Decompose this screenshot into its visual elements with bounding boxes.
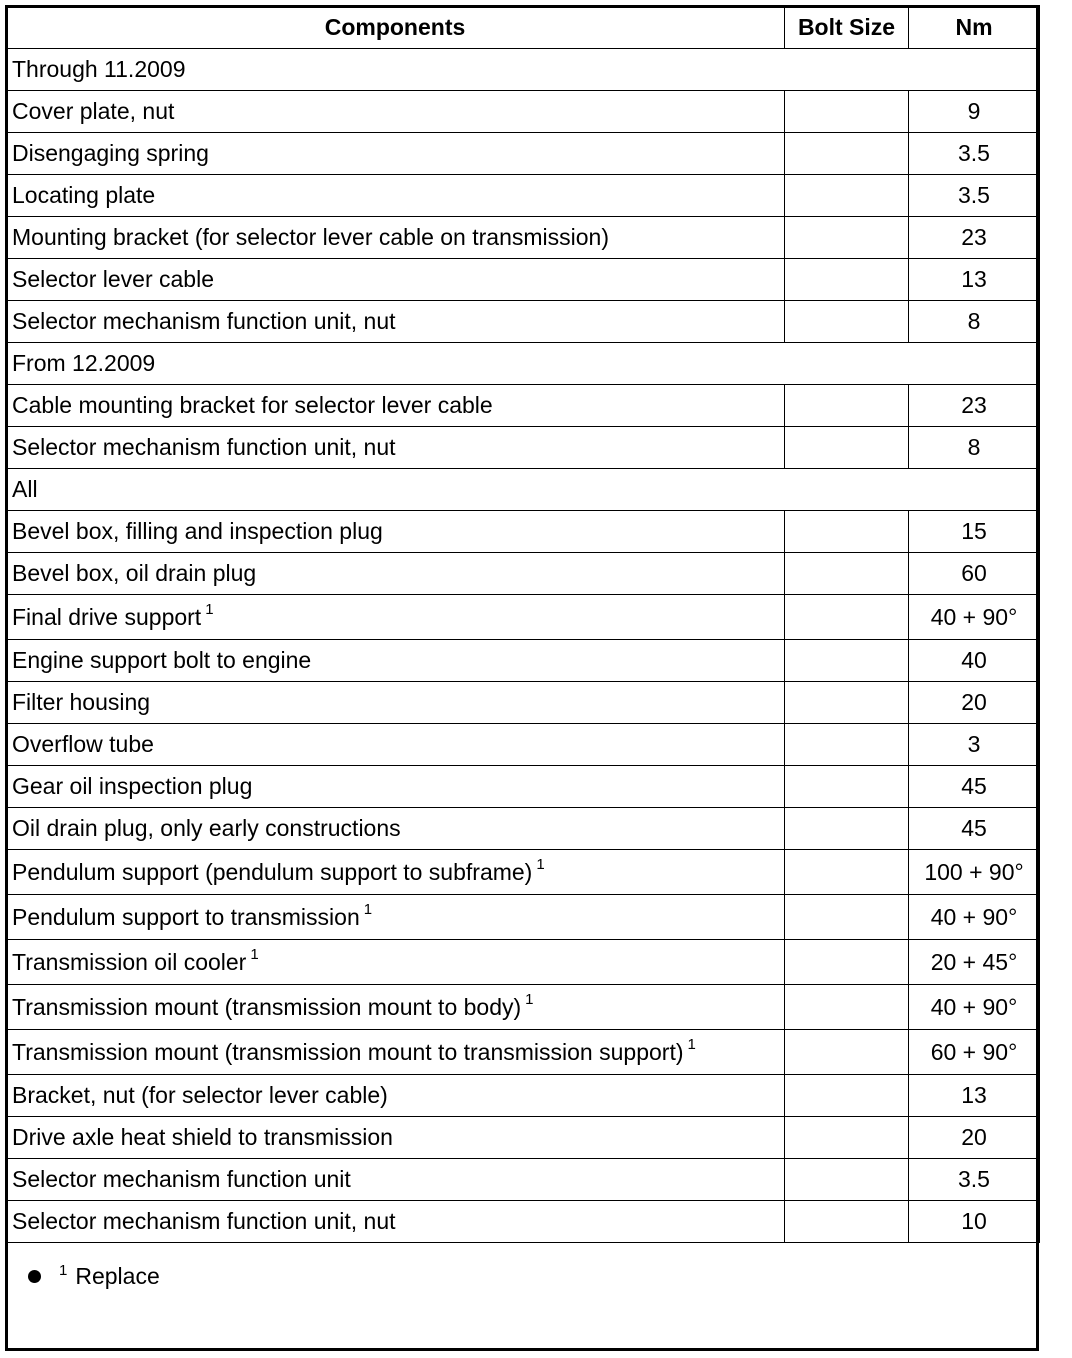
- component-name: Overflow tube: [12, 731, 154, 757]
- bolt-size-cell: [785, 259, 909, 301]
- bolt-size-cell: [785, 640, 909, 682]
- section-label: From 12.2009: [6, 343, 1040, 385]
- table-row: [6, 91, 1040, 133]
- bolt-size-cell: [785, 175, 909, 217]
- component-name: Transmission mount (transmission mount to body): [12, 993, 522, 1020]
- torque-cell: 45: [909, 766, 1040, 808]
- component-cell: [6, 1117, 785, 1159]
- bolt-size-cell: [785, 511, 909, 553]
- component-cell: [6, 385, 785, 427]
- component-cell: [6, 1159, 785, 1201]
- footnote-text: Replace: [75, 1263, 160, 1289]
- component-name: Cover plate, nut: [12, 98, 175, 124]
- torque-cell: 40: [909, 640, 1040, 682]
- component-name: Filter housing: [12, 689, 151, 715]
- component-name: Selector mechanism function unit, nut: [12, 308, 396, 334]
- torque-cell: 23: [909, 385, 1040, 427]
- bolt-size-cell: [785, 301, 909, 343]
- torque-cell: 15: [909, 511, 1040, 553]
- bolt-size-cell: [785, 895, 909, 940]
- torque-cell: 20 + 45°: [909, 940, 1040, 985]
- bolt-size-cell: [785, 724, 909, 766]
- torque-cell: 100 + 90°: [909, 850, 1040, 895]
- torque-cell: 20: [909, 682, 1040, 724]
- component-cell: [6, 724, 785, 766]
- table-header-row: [6, 6, 1040, 49]
- component-cell: [6, 1075, 785, 1117]
- header-nm: Nm: [909, 6, 1040, 49]
- table-row: [6, 427, 1040, 469]
- component-name: Gear oil inspection plug: [12, 773, 253, 799]
- torque-cell: 8: [909, 427, 1040, 469]
- bolt-size-cell: [785, 553, 909, 595]
- section-label: Through 11.2009: [6, 49, 1040, 91]
- component-cell: [6, 133, 785, 175]
- component-name: Bevel box, filling and inspection plug: [12, 518, 383, 544]
- torque-spec-table: [5, 5, 1040, 1243]
- table-row: [6, 940, 1040, 985]
- bolt-size-cell: [785, 595, 909, 640]
- torque-cell: 10: [909, 1201, 1040, 1243]
- bolt-size-cell: [785, 1117, 909, 1159]
- component-name: Pendulum support (pendulum support to subframe): [12, 858, 533, 885]
- bolt-size-cell: [785, 1159, 909, 1201]
- footnote-ref: 1: [536, 855, 545, 873]
- component-name: Mounting bracket (for selector lever cable on transmission): [12, 224, 609, 250]
- component-cell: [6, 595, 785, 640]
- component-cell: [6, 217, 785, 259]
- component-cell: [6, 511, 785, 553]
- section-row: [6, 49, 1040, 91]
- torque-cell: 3.5: [909, 1159, 1040, 1201]
- footnote-ref: 1: [363, 900, 373, 918]
- component-name: Disengaging spring: [12, 140, 209, 166]
- table-row: [6, 1030, 1040, 1075]
- torque-cell: 60 + 90°: [909, 1030, 1040, 1075]
- table-row: [6, 808, 1040, 850]
- component-cell: [6, 940, 785, 985]
- component-cell: [6, 175, 785, 217]
- component-name: Selector lever cable: [12, 266, 214, 292]
- header-components: Components: [6, 6, 785, 49]
- bolt-size-cell: [785, 133, 909, 175]
- footnote-ref: 1: [250, 945, 259, 963]
- component-name: Cable mounting bracket for selector lever cable: [12, 392, 493, 418]
- component-name: Transmission mount (transmission mount to transmission support): [12, 1038, 684, 1065]
- component-cell: [6, 553, 785, 595]
- section-row: [6, 469, 1040, 511]
- section-row: [6, 343, 1040, 385]
- component-name: Selector mechanism function unit, nut: [12, 1208, 396, 1234]
- torque-cell: 8: [909, 301, 1040, 343]
- section-label: All: [6, 469, 1040, 511]
- component-cell: [6, 259, 785, 301]
- component-cell: [6, 895, 785, 940]
- table-row: [6, 724, 1040, 766]
- component-name: Bracket, nut (for selector lever cable): [12, 1082, 388, 1108]
- component-cell: [6, 766, 785, 808]
- component-cell: [6, 640, 785, 682]
- table-row: [6, 895, 1040, 940]
- bolt-size-cell: [785, 1201, 909, 1243]
- table-row: [6, 1201, 1040, 1243]
- bolt-size-cell: [785, 850, 909, 895]
- component-cell: [6, 850, 785, 895]
- torque-cell: 13: [909, 259, 1040, 301]
- table-row: [6, 385, 1040, 427]
- component-name: Bevel box, oil drain plug: [12, 560, 257, 586]
- table-row: [6, 766, 1040, 808]
- footnote-ref: 1: [205, 600, 214, 618]
- footnote-ref: 1: [525, 990, 534, 1008]
- table-row: [6, 1159, 1040, 1201]
- torque-cell: 20: [909, 1117, 1040, 1159]
- bolt-size-cell: [785, 682, 909, 724]
- table-row: [6, 640, 1040, 682]
- table-row: [6, 850, 1040, 895]
- torque-cell: 13: [909, 1075, 1040, 1117]
- torque-cell: 9: [909, 91, 1040, 133]
- torque-cell: 45: [909, 808, 1040, 850]
- torque-cell: 23: [909, 217, 1040, 259]
- table-row: [6, 217, 1040, 259]
- bolt-size-cell: [785, 808, 909, 850]
- table-row: [6, 1117, 1040, 1159]
- table-row: [6, 301, 1040, 343]
- bolt-size-cell: [785, 217, 909, 259]
- torque-cell: 3.5: [909, 175, 1040, 217]
- torque-cell: 40 + 90°: [909, 895, 1040, 940]
- header-bolt-size: Bolt Size: [785, 6, 909, 49]
- table-row: [6, 1075, 1040, 1117]
- bolt-size-cell: [785, 1030, 909, 1075]
- bolt-size-cell: [785, 940, 909, 985]
- component-name: Selector mechanism function unit, nut: [12, 434, 396, 460]
- component-cell: [6, 1030, 785, 1075]
- footnote-marker: 1: [59, 1262, 68, 1279]
- bolt-size-cell: [785, 766, 909, 808]
- table-row: [6, 175, 1040, 217]
- component-name: Locating plate: [12, 182, 156, 208]
- component-name: Drive axle heat shield to transmission: [12, 1124, 393, 1150]
- bolt-size-cell: [785, 985, 909, 1030]
- bolt-size-cell: [785, 91, 909, 133]
- torque-cell: 40 + 90°: [909, 985, 1040, 1030]
- component-name: Transmission oil cooler: [12, 948, 247, 975]
- footnote-ref: 1: [687, 1035, 696, 1053]
- component-cell: [6, 91, 785, 133]
- component-cell: [6, 301, 785, 343]
- component-name: Engine support bolt to engine: [12, 647, 312, 673]
- bullet-icon: [28, 1270, 41, 1283]
- table-row: [6, 553, 1040, 595]
- table-row: [6, 133, 1040, 175]
- component-cell: [6, 1201, 785, 1243]
- bolt-size-cell: [785, 385, 909, 427]
- torque-cell: 60: [909, 553, 1040, 595]
- table-body: [6, 49, 1040, 1243]
- component-cell: [6, 427, 785, 469]
- table-row: [6, 985, 1040, 1030]
- component-name: Pendulum support to transmission: [12, 903, 360, 930]
- footnote: [28, 1263, 160, 1290]
- torque-cell: 3: [909, 724, 1040, 766]
- table-row: [6, 511, 1040, 553]
- torque-cell: 3.5: [909, 133, 1040, 175]
- component-cell: [6, 808, 785, 850]
- bolt-size-cell: [785, 427, 909, 469]
- table-row: [6, 682, 1040, 724]
- component-name: Oil drain plug, only early constructions: [12, 815, 401, 841]
- component-name: Selector mechanism function unit: [12, 1166, 351, 1192]
- table-row: [6, 595, 1040, 640]
- torque-cell: 40 + 90°: [909, 595, 1040, 640]
- bolt-size-cell: [785, 1075, 909, 1117]
- component-cell: [6, 682, 785, 724]
- component-cell: [6, 985, 785, 1030]
- table-row: [6, 259, 1040, 301]
- component-name: Final drive support: [12, 603, 202, 630]
